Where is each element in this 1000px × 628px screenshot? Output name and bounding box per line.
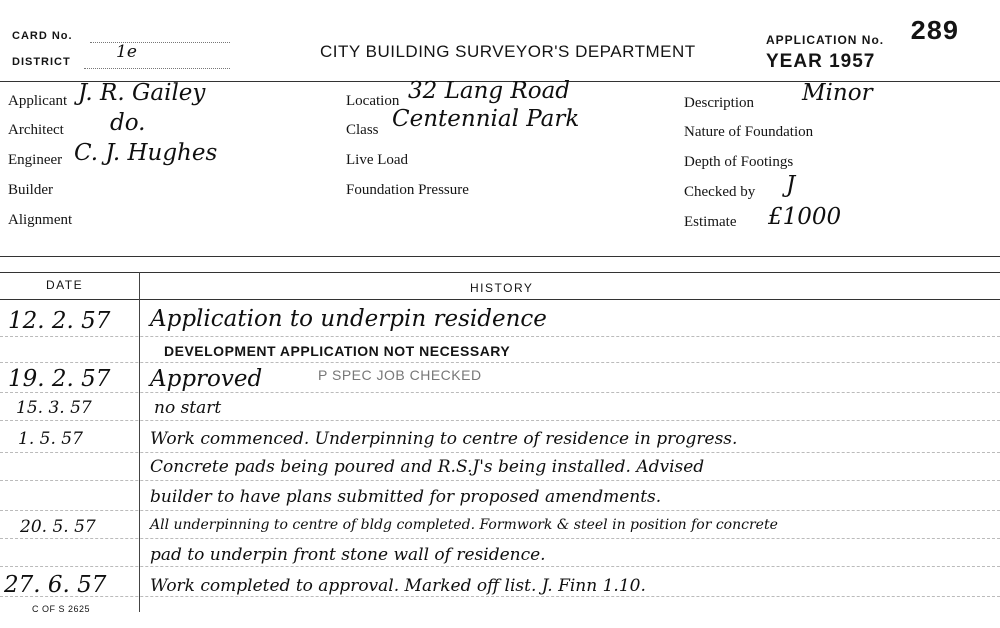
checked-by-label: Checked by — [684, 184, 756, 200]
district-value: 1e — [116, 42, 137, 62]
row-history: Approved — [150, 366, 263, 392]
class-value: Centennial Park — [392, 106, 580, 132]
row-rule — [0, 538, 1000, 539]
history-column-header: HISTORY — [470, 281, 534, 295]
row-history: pad to underpin front stone wall of residence. — [150, 545, 546, 565]
description-value: Minor — [802, 80, 873, 106]
row-history: no start — [154, 398, 222, 418]
row-date: 1. 5. 57 — [18, 429, 83, 449]
row-rule — [0, 420, 1000, 421]
row-date: 15. 3. 57 — [16, 398, 92, 418]
row-rule — [0, 480, 1000, 481]
engineer-value: C. J. Hughes — [74, 140, 218, 166]
row-history: Concrete pads being poured and R.S.J's being installed. Advised — [150, 457, 705, 477]
checked-by-value: J — [786, 172, 796, 198]
row-history: Application to underpin residence — [150, 306, 547, 332]
row-history: Work completed to approval. Marked off list. J. Finn 1.10. — [150, 576, 646, 596]
live-load-label: Live Load — [346, 152, 409, 168]
depth-of-footings-label: Depth of Footings — [684, 154, 794, 170]
table-header-rule-top — [0, 272, 1000, 273]
class-label: Class — [346, 122, 379, 138]
table-top-rule — [0, 256, 1000, 257]
card-no-line — [90, 42, 230, 43]
estimate-value: £1000 — [768, 204, 842, 230]
row-date: 12. 2. 57 — [8, 308, 111, 334]
column-divider — [139, 272, 140, 612]
location-label: Location — [346, 93, 400, 109]
row-date: 19. 2. 57 — [8, 366, 111, 392]
foundation-pressure-label: Foundation Pressure — [346, 182, 469, 198]
alignment-label: Alignment — [8, 212, 73, 228]
date-column-header: DATE — [46, 278, 84, 292]
engineer-label: Engineer — [8, 152, 63, 168]
row-history: builder to have plans submitted for proposed amendments. — [150, 487, 662, 507]
checked-stamp-fragment: P SPEC JOB CHECKED — [318, 367, 482, 383]
row-history: All underpinning to centre of bldg completed. Formwork & steel in position for concrete — [150, 517, 778, 533]
district-line — [84, 68, 230, 69]
applicant-label: Applicant — [8, 93, 68, 109]
card-no-label: CARD No. — [12, 30, 73, 42]
nature-of-foundation-label: Nature of Foundation — [684, 124, 814, 140]
architect-value: do. — [110, 110, 146, 136]
year-label: YEAR 1957 — [766, 51, 876, 72]
description-label: Description — [684, 95, 754, 111]
builder-label: Builder — [8, 182, 53, 198]
development-stamp: DEVELOPMENT APPLICATION NOT NECESSARY — [164, 343, 511, 359]
row-rule — [0, 596, 1000, 597]
row-rule — [0, 336, 1000, 337]
location-value: 32 Lang Road — [408, 78, 571, 104]
department-title: CITY BUILDING SURVEYOR'S DEPARTMENT — [320, 42, 696, 61]
estimate-label: Estimate — [684, 214, 737, 230]
row-rule — [0, 510, 1000, 511]
architect-label: Architect — [8, 122, 64, 138]
row-rule — [0, 392, 1000, 393]
row-rule — [0, 566, 1000, 567]
form-code: C OF S 2625 — [32, 604, 91, 614]
row-rule — [0, 452, 1000, 453]
row-history: Work commenced. Underpinning to centre of residence in progress. — [150, 429, 738, 449]
application-number: 289 — [910, 18, 959, 48]
row-date: 27. 6. 57 — [4, 572, 107, 598]
district-label: DISTRICT — [12, 56, 71, 68]
applicant-value: J. R. Gailey — [78, 80, 206, 106]
row-date: 20. 5. 57 — [20, 517, 96, 537]
application-label: APPLICATION No. — [766, 33, 885, 47]
row-rule — [0, 362, 1000, 363]
table-header-rule-bottom — [0, 299, 1000, 300]
